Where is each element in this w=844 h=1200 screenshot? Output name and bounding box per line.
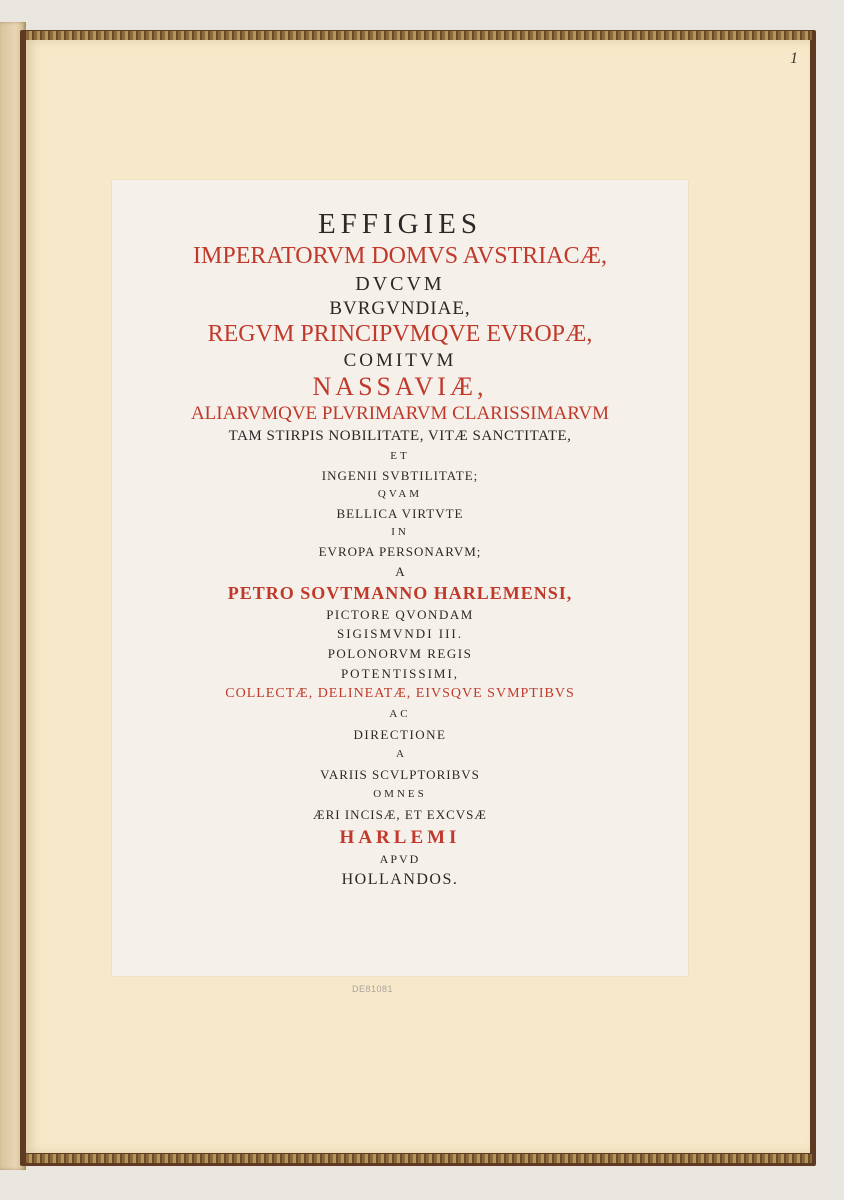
- title-line-potentissimi: POTENTISSIMI,: [340, 666, 460, 681]
- title-line-polonorum: POLONORVM REGIS: [327, 646, 473, 661]
- title-line-variis: VARIIS SCVLPTORIBVS: [320, 767, 480, 782]
- title-line-a: A: [395, 564, 405, 579]
- title-line-nassaviae: NASSAVIÆ,: [312, 372, 488, 401]
- title-block: [112, 210, 688, 888]
- title-plate: [112, 180, 688, 976]
- title-line-regum: REGVM PRINCIPVMQVE EVROPÆ,: [207, 321, 593, 347]
- title-line-tam-stirpis: TAM STIRPIS NOBILITATE, VITÆ SANCTITATE,: [228, 428, 572, 444]
- title-line-comitum: COMITVM: [343, 350, 457, 371]
- title-line-omnes: OMNES: [373, 788, 427, 800]
- title-line-harlemi: HARLEMI: [339, 827, 461, 848]
- title-line-ducum: DVCVM: [355, 273, 445, 295]
- title-line-et: ET: [390, 450, 410, 462]
- library-stamp: DE81081: [352, 984, 394, 994]
- title-line-quam: QVAM: [377, 488, 423, 500]
- title-line-bellica: BELLICA VIRTVTE: [336, 506, 464, 521]
- title-line-a-second: A: [396, 748, 404, 760]
- title-line-europa: EVROPA PERSONARVM;: [318, 544, 482, 559]
- book-page: [26, 40, 810, 1153]
- title-line-apud: APVD: [379, 852, 421, 866]
- gilt-border-bottom: [26, 1154, 812, 1163]
- title-line-hollandos: HOLLANDOS.: [341, 871, 459, 888]
- title-line-pictore: PICTORE QVONDAM: [326, 607, 474, 622]
- title-line-aeri: ÆRI INCISÆ, ET EXCVSÆ: [313, 807, 487, 822]
- title-line-directione: DIRECTIONE: [353, 727, 447, 742]
- title-line-burgundiae: BVRGVNDIAE,: [329, 298, 471, 319]
- title-line-aliarumque: ALIARVMQVE PLVRIMARVM CLARISSIMARVM: [190, 403, 610, 424]
- title-line-sigismundi: SIGISMVNDI III.: [336, 626, 464, 641]
- title-line-ac: AC: [389, 708, 411, 720]
- title-line-ingenii: INGENII SVBTILITATE;: [321, 468, 479, 483]
- title-line-petro: PETRO SOVTMANNO HARLEMENSI,: [227, 583, 573, 603]
- gilt-border-top: [26, 31, 812, 40]
- title-line-in: IN: [391, 526, 409, 538]
- page-number: 1: [790, 50, 798, 67]
- title-line-effigies: EFFIGIES: [317, 208, 483, 240]
- title-line-collectae: COLLECTÆ, DELINEATÆ, EIVSQVE SVMPTIBVS: [225, 686, 575, 701]
- title-line-imperatorum: IMPERATORVM DOMVS AVSTRIACÆ,: [193, 243, 607, 269]
